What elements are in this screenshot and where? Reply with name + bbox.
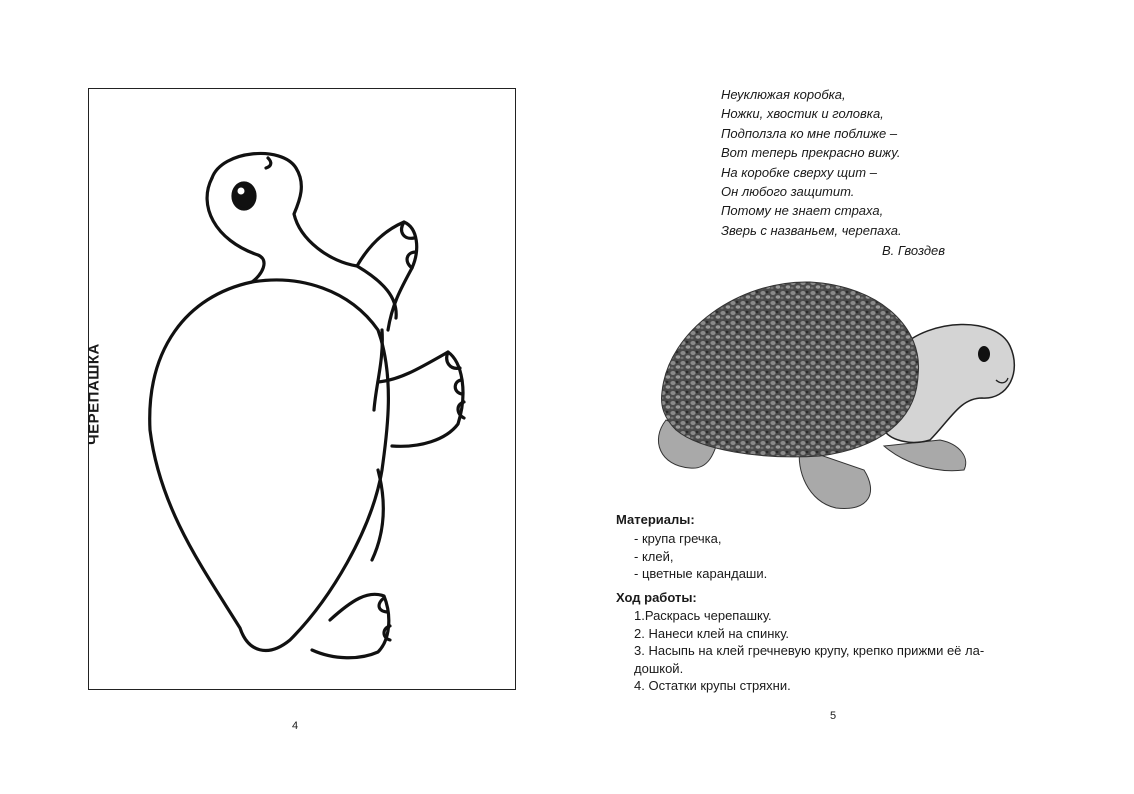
poem-line: Потому не знает страха, bbox=[721, 203, 884, 219]
buckwheat-turtle-craft-icon bbox=[658, 282, 1014, 509]
list-item: 2. Нанеси клей на спинку. bbox=[634, 625, 790, 641]
list-item: 3. Насыпь на клей гречневую крупу, крепко прижми её ла- bbox=[634, 643, 985, 658]
poem-line: Ножки, хвостик и головка, bbox=[721, 106, 884, 122]
right-page-number: 5 bbox=[830, 710, 837, 722]
list-item: - цветные карандаши. bbox=[634, 566, 768, 581]
list-item: - крупа гречка, bbox=[634, 531, 722, 546]
poem-line: Вот теперь прекрасно вижу. bbox=[721, 145, 901, 161]
poem bbox=[721, 85, 902, 240]
materials-heading: Материалы: bbox=[616, 512, 695, 527]
vertical-title-text: ЧЕРЕПАШКА bbox=[85, 343, 103, 445]
poem-author: В. Гвоздев bbox=[882, 243, 946, 258]
poem-line: На коробке сверху щит – bbox=[721, 164, 877, 180]
left-page-number: 4 bbox=[292, 720, 299, 732]
list-item: 4. Остатки крупы стряхни. bbox=[634, 678, 791, 693]
poem-line: Подползла ко мне поближе – bbox=[721, 125, 898, 141]
list-item: - клей, bbox=[634, 548, 674, 564]
steps-list bbox=[634, 607, 984, 695]
poem-line: Зверь с названьем, черепаха. bbox=[721, 222, 902, 238]
list-item: дошкой. bbox=[634, 660, 684, 676]
steps-heading: Ход работы: bbox=[616, 590, 697, 605]
list-item: 1.Раскрась черепашку. bbox=[634, 608, 772, 623]
poem-line: Он любого защитит. bbox=[721, 184, 855, 200]
materials-list bbox=[634, 530, 767, 583]
poem-line: Неуклюжая коробка, bbox=[721, 87, 846, 102]
